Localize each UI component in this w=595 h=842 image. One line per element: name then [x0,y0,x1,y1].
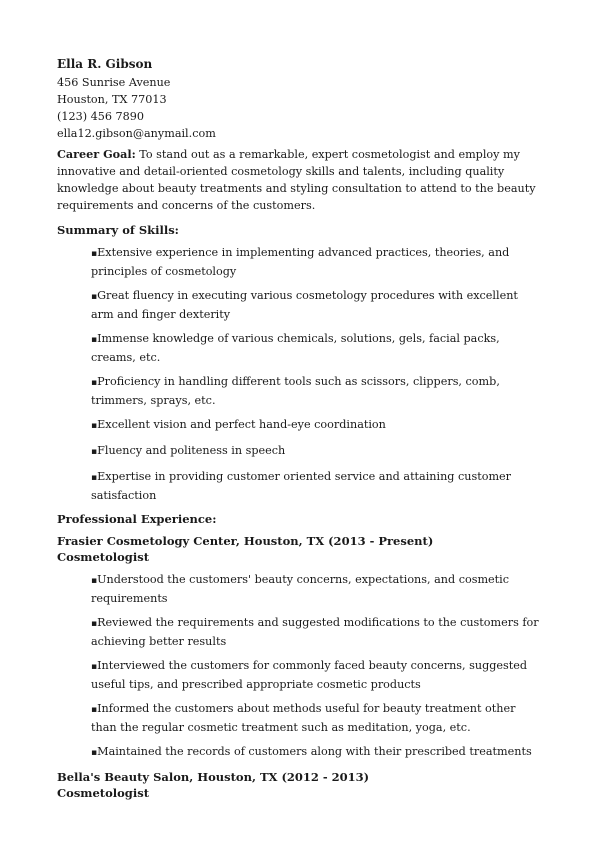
list-item: ▪Reviewed the requirements and suggested modifications to the customers for achieving better results [91,616,539,648]
job-employer: Frasier Cosmetology Center, Houston, TX (2013 - Present) [57,534,434,548]
list-item: ▪Maintained the records of customers along with their prescribed treatments [91,745,532,758]
job-employer: Bella's Beauty Salon, Houston, TX (2012 - 2013) [57,770,370,784]
list-item: ▪Immense knowledge of various chemicals, solutions, gels, facial packs, creams, etc. [91,332,500,364]
bullet-icon: ▪ [91,705,98,715]
bullet-icon: ▪ [91,292,98,302]
resume-page [57,56,540,807]
list-item: ▪Extensive experience in implementing advanced practices, theories, and principles of cosmetology [91,246,510,278]
career-goal-label: Career Goal: [57,147,136,161]
bullet-icon: ▪ [91,249,98,259]
list-item: ▪Informed the customers about methods useful for beauty treatment other than the regular cosmetic treatment such as meditation, yoga, etc. [91,702,516,734]
bullet-icon: ▪ [91,662,98,672]
job-role: Cosmetologist [57,550,149,564]
list-item: ▪Understood the customers' beauty concerns, expectations, and cosmetic requirements [91,573,510,605]
city-line: Houston, TX 77013 [57,93,167,106]
list-item: ▪Proficiency in handling different tools such as scissors, clippers, comb, trimmers, sprays, etc. [91,375,500,407]
bullet-icon: ▪ [91,748,98,758]
career-goal-text: To stand out as a remarkable, expert cosmetologist and employ my innovative and detail-oriented cosmetology skills and talents, including quality knowledge about beauty treatments and styling consultation to attend to the beauty requirements and concerns of the customers. [57,148,536,212]
bullet-icon: ▪ [91,447,98,457]
contact-block [57,74,540,142]
experience-heading: Professional Experience: [57,512,217,526]
skills-list [57,244,540,504]
list-item: ▪Interviewed the customers for commonly faced beauty concerns, suggested useful tips, and prescribed appropriate cosmetic products [91,659,528,691]
bullet-icon: ▪ [91,473,98,483]
list-item: ▪Fluency and politeness in speech [91,444,286,457]
phone-line: (123) 456 7890 [57,110,145,123]
bullet-icon: ▪ [91,619,98,629]
job-duties-list [57,571,540,762]
email-line: ella12.gibson@anymail.com [57,127,216,140]
address-line: 456 Sunrise Avenue [57,76,171,89]
list-item: ▪Great fluency in executing various cosmetology procedures with excellent arm and finger dexterity [91,289,518,321]
skills-heading: Summary of Skills: [57,223,179,237]
candidate-name: Ella R. Gibson [57,57,153,71]
bullet-icon: ▪ [91,576,98,586]
bullet-icon: ▪ [91,421,98,431]
list-item: ▪Expertise in providing customer oriented service and attaining customer satisfaction [91,470,512,502]
job-role: Cosmetologist [57,786,149,800]
career-goal [57,146,540,214]
bullet-icon: ▪ [91,335,98,345]
list-item: ▪Excellent vision and perfect hand-eye coordination [91,418,386,431]
bullet-icon: ▪ [91,378,98,388]
